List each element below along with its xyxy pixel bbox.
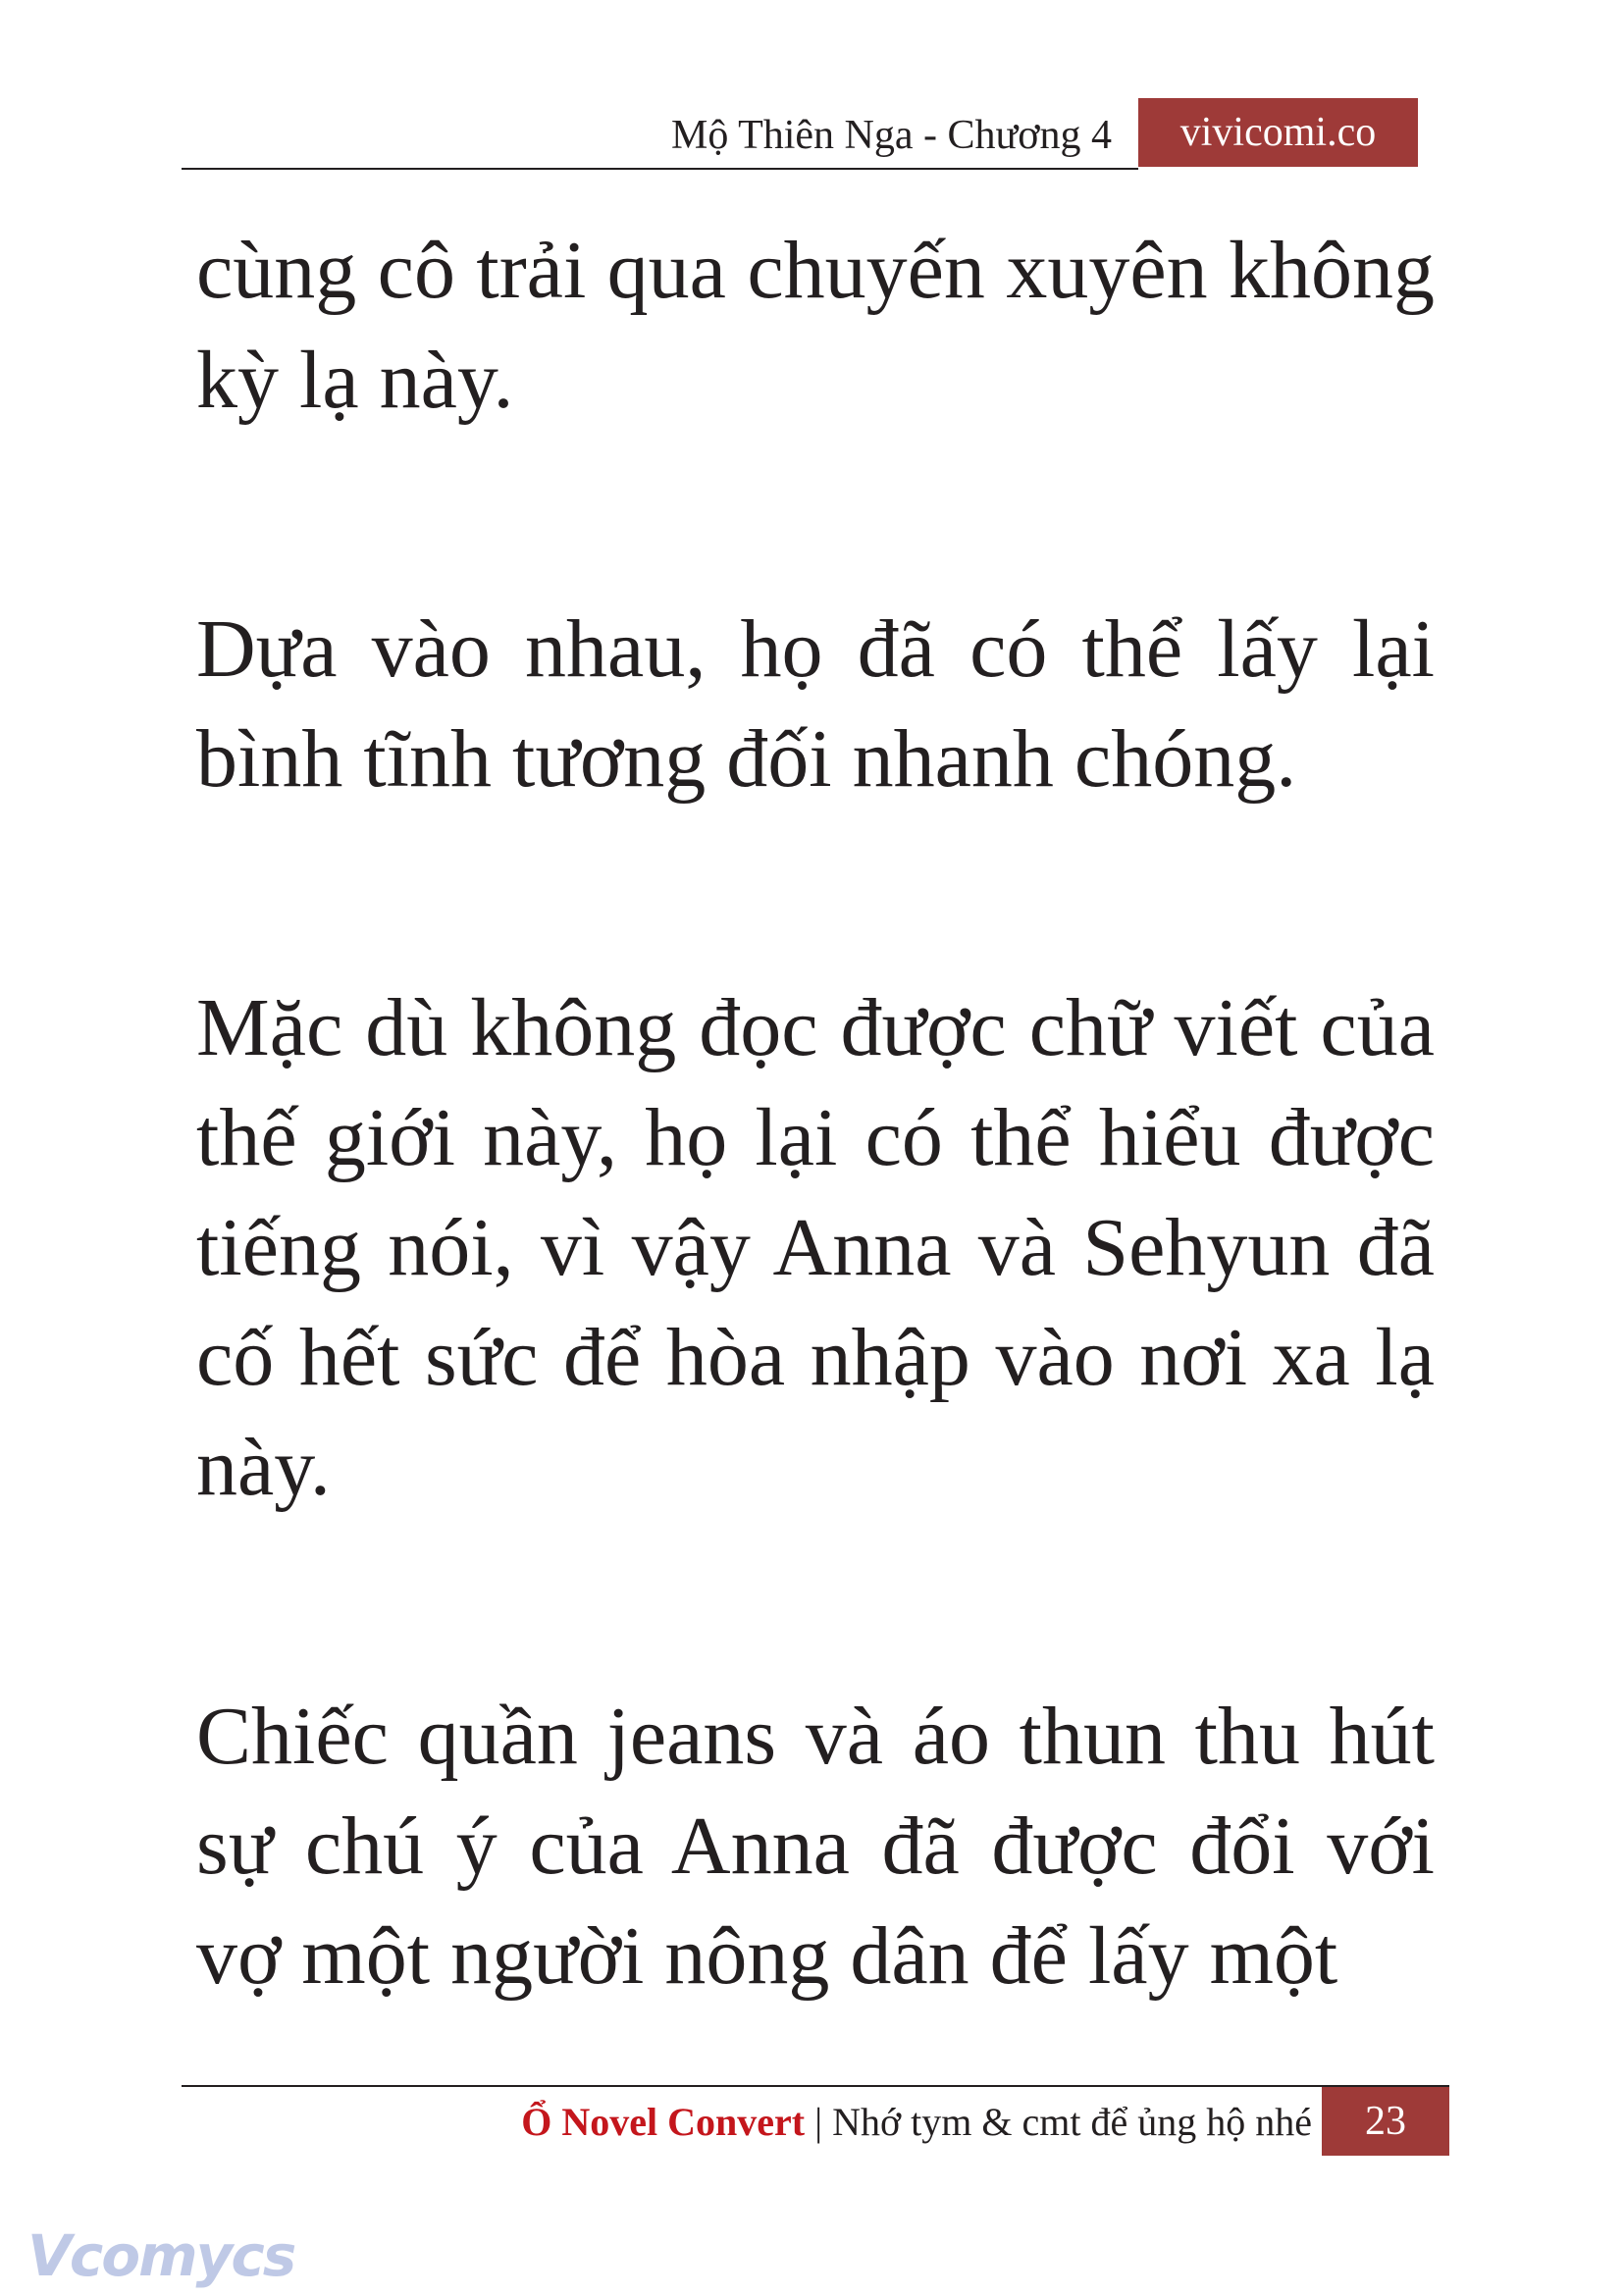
chapter-title: Mộ Thiên Nga - Chương 4 xyxy=(671,113,1112,158)
paragraph: Chiếc quần jeans và áo thun thu hút sự chú ý của Anna đã được đổi với vợ một người nông dân để lấy một xyxy=(196,1691,1435,2002)
watermark-logo: Vcomycs xyxy=(27,2222,295,2289)
footer-brand: Ổ Novel Convert xyxy=(521,2100,806,2144)
chapter-body xyxy=(196,216,1435,2170)
footer-credit xyxy=(521,2095,1312,2150)
footer-note: Nhớ tym & cmt để ủng hộ nhé xyxy=(832,2100,1312,2144)
paragraph: cùng cô trải qua chuyến xuyên không kỳ lạ này. xyxy=(196,225,1435,426)
page-header xyxy=(182,98,1418,169)
site-badge: vivicomi.co xyxy=(1138,98,1418,167)
header-divider xyxy=(182,168,1138,170)
paragraph: Dựa vào nhau, họ đã có thể lấy lại bình tĩnh tương đối nhanh chóng. xyxy=(196,603,1435,805)
page-footer xyxy=(182,2087,1449,2156)
page-number: 23 xyxy=(1322,2087,1449,2156)
footer-separator: | xyxy=(805,2100,833,2144)
paragraph: Mặc dù không đọc được chữ viết của thế giới này, họ lại có thể hiểu được tiếng nói, vì vậy Anna và Sehyun đã cố hết sức để hòa nhập vào nơi xa lạ này. xyxy=(196,982,1435,1513)
